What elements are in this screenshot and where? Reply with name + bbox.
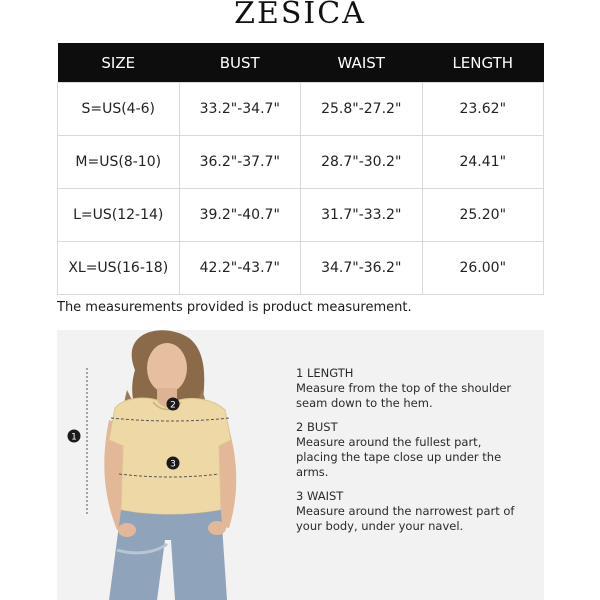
measurement-legend: [296, 366, 526, 543]
legend-item-waist: [296, 489, 526, 534]
table-row: [58, 189, 544, 242]
cell-bust: 42.2"-43.7": [179, 242, 301, 295]
marker-length-label: 1: [71, 432, 77, 443]
cell-waist: 31.7"-33.2": [301, 189, 423, 242]
cell-size: S=US(4-6): [58, 83, 180, 136]
table-header-row: [58, 43, 544, 83]
legend-title: 1 LENGTH: [296, 366, 354, 380]
table-row: [58, 242, 544, 295]
header-length: LENGTH: [422, 43, 544, 83]
marker-waist-label: 3: [170, 459, 176, 470]
legend-desc: Measure around the fullest part, placing the tape close up under the arms.: [296, 435, 502, 479]
cell-size: M=US(8-10): [58, 136, 180, 189]
cell-waist: 25.8"-27.2": [301, 83, 423, 136]
cell-size: L=US(12-14): [58, 189, 180, 242]
header-size: SIZE: [58, 43, 180, 83]
cell-length: 25.20": [422, 189, 544, 242]
measurement-note: The measurements provided is product measurement.: [57, 300, 412, 315]
header-bust: BUST: [179, 43, 301, 83]
cell-length: 26.00": [422, 242, 544, 295]
cell-bust: 33.2"-34.7": [179, 83, 301, 136]
brand-logo: ZESICA: [234, 0, 366, 31]
cell-bust: 36.2"-37.7": [179, 136, 301, 189]
table-row: [58, 136, 544, 189]
cell-size: XL=US(16-18): [58, 242, 180, 295]
marker-bust-label: 2: [170, 400, 176, 411]
cell-length: 23.62": [422, 83, 544, 136]
model-face: [147, 343, 187, 393]
model-sweater: [109, 398, 231, 514]
legend-desc: Measure around the narrowest part of your body, under your navel.: [296, 504, 515, 533]
legend-item-length: [296, 366, 526, 411]
legend-title: 2 BUST: [296, 420, 338, 434]
legend-item-bust: [296, 420, 526, 480]
header-waist: WAIST: [301, 43, 423, 83]
legend-title: 3 WAIST: [296, 489, 344, 503]
cell-length: 24.41": [422, 136, 544, 189]
cell-waist: 34.7"-36.2": [301, 242, 423, 295]
cell-bust: 39.2"-40.7": [179, 189, 301, 242]
measurement-guide-panel: [57, 330, 544, 600]
size-chart-table: [57, 43, 544, 295]
table-row: [58, 83, 544, 136]
cell-waist: 28.7"-30.2": [301, 136, 423, 189]
legend-desc: Measure from the top of the shoulder seam down to the hem.: [296, 381, 512, 410]
